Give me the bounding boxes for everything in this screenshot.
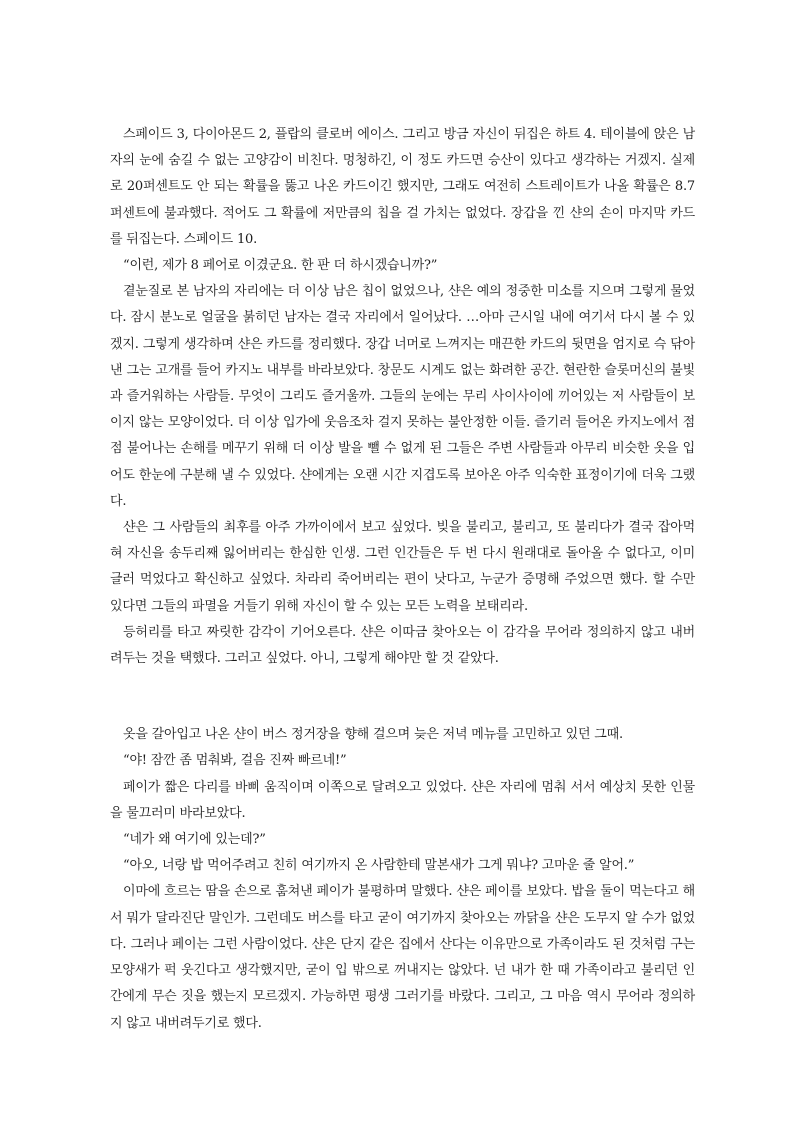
paragraph: 이마에 흐르는 땀을 손으로 훔쳐낸 페이가 불평하며 말했다. 샨은 페이를 보았다. 밥을 둘이 먹는다고 해서 뭐가 달라진단 말인가. 그런데도 버스를 타고 굳이 여기까지 찾아오는 까닭을 샨은 도무지 알 수가 없었다. 그러나 페이는 그런 사람이었다. 샨은 단지 같은 집에서 산다는 이유만으로 가족이라도 된 것처럼 구는 모양새가 퍽 웃긴다고 생각했지만, 굳이 입 밖으로 꺼내지는 않았다. 넌 내가 한 때 가족이라고 불리던 인간에게 무슨 짓을 했는지 모르겠지. 가능하면 평생 그러기를 바랐다. 그리고, 그 마음 역시 무어라 정의하지 않고 내버려두기로 했다. — [110, 884, 695, 1031]
section-break — [110, 672, 695, 722]
paragraph: 샨은 그 사람들의 최후를 아주 가까이에서 보고 싶었다. 빚을 불리고, 불리고, 또 불리다가 결국 잡아먹혀 자신을 송두리째 잃어버리는 한심한 인생. 그런 인간들은 두 번 다시 원래대로 돌아올 수 없다고, 이미 글러 먹었다고 확신하고 싶었다. 차라리 죽어버리는 편이 낫다고, 누군가 증명해 주었으면 했다. 할 수만 있다면 그들의 파멸을 거들기 위해 자신이 할 수 있는 모든 노력을 보태리라. — [110, 520, 695, 614]
dialogue-line: “아오, 너랑 밥 먹어주려고 친히 여기까지 온 사람한테 말본새가 그게 뭐냐? 고마운 줄 알어.” — [123, 858, 635, 874]
paragraph: 옷을 갈아입고 나온 샨이 버스 정거장을 향해 걸으며 늦은 저녁 메뉴를 고민하고 있던 그때. — [123, 727, 623, 743]
dialogue-line: “야! 잠깐 좀 멈춰봐, 걸음 진짜 빠르네!” — [123, 753, 347, 769]
section-bus-stop — [110, 722, 695, 1036]
dialogue-line: “이런, 제가 8 페어로 이겼군요. 한 판 더 하시겠습니까?” — [123, 258, 438, 274]
dialogue-line: “네가 왜 여기에 있는데?” — [123, 832, 266, 848]
section-casino — [110, 122, 695, 672]
document-page — [110, 122, 695, 1037]
paragraph: 등허리를 타고 짜릿한 감각이 기어오른다. 샨은 이따금 찾아오는 이 감각을 무어라 정의하지 않고 내버려두는 것을 택했다. 그러고 싶었다. 아니, 그렇게 해야만 할 것 같았다. — [110, 624, 695, 667]
paragraph: 곁눈질로 본 남자의 자리에는 더 이상 남은 칩이 없었으나, 샨은 예의 정중한 미소를 지으며 그렇게 물었다. 잠시 분노로 얼굴을 붉히던 남자는 결국 자리에서 일어났다. …아마 근시일 내에 여기서 다시 볼 수 있겠지. 그렇게 생각하며 샨은 카드를 정리했다. 장갑 너머로 느껴지는 매끈한 카드의 뒷면을 엄지로 슥 닦아낸 그는 고개를 들어 카지노 내부를 바라보았다. 창문도 시계도 없는 화려한 공간. 현란한 슬롯머신의 불빛과 즐거워하는 사람들. 무엇이 그리도 즐거울까. 그들의 눈에는 무리 사이사이에 끼어있는 저 사람들이 보이지 않는 모양이었다. 더 이상 입가에 웃음조차 걸지 못하는 불안정한 이들. 즐기러 들어온 카지노에서 점점 불어나는 손해를 메꾸기 위해 더 이상 발을 뺄 수 없게 된 그들은 주변 사람들과 아무리 비슷한 옷을 입어도 한눈에 구분해 낼 수 있었다. 샨에게는 오랜 시간 지겹도록 보아온 아주 익숙한 표정이기에 더욱 그랬다. — [110, 284, 695, 509]
paragraph: 페이가 짧은 다리를 바삐 움직이며 이쪽으로 달려오고 있었다. 샨은 자리에 멈춰 서서 예상치 못한 인물을 물끄러미 바라보았다. — [110, 779, 695, 821]
paragraph: 스페이드 3, 다이아몬드 2, 플랍의 클로버 에이스. 그리고 방금 자신이 뒤집은 하트 4. 테이블에 앉은 남자의 눈에 숨길 수 없는 고양감이 비친다. 멍청하긴, 이 정도 카드면 승산이 있다고 생각하는 거겠지. 실제로 20퍼센트도 안 되는 확률을 뚫고 나온 카드이긴 했지만, 그래도 여전히 스트레이트가 나올 확률은 8.7퍼센트에 불과했다. 적어도 그 확률에 저만큼의 칩을 걸 가치는 없었다. 장갑을 낀 샨의 손이 마지막 카드를 뒤집는다. 스페이드 10. — [110, 127, 695, 247]
